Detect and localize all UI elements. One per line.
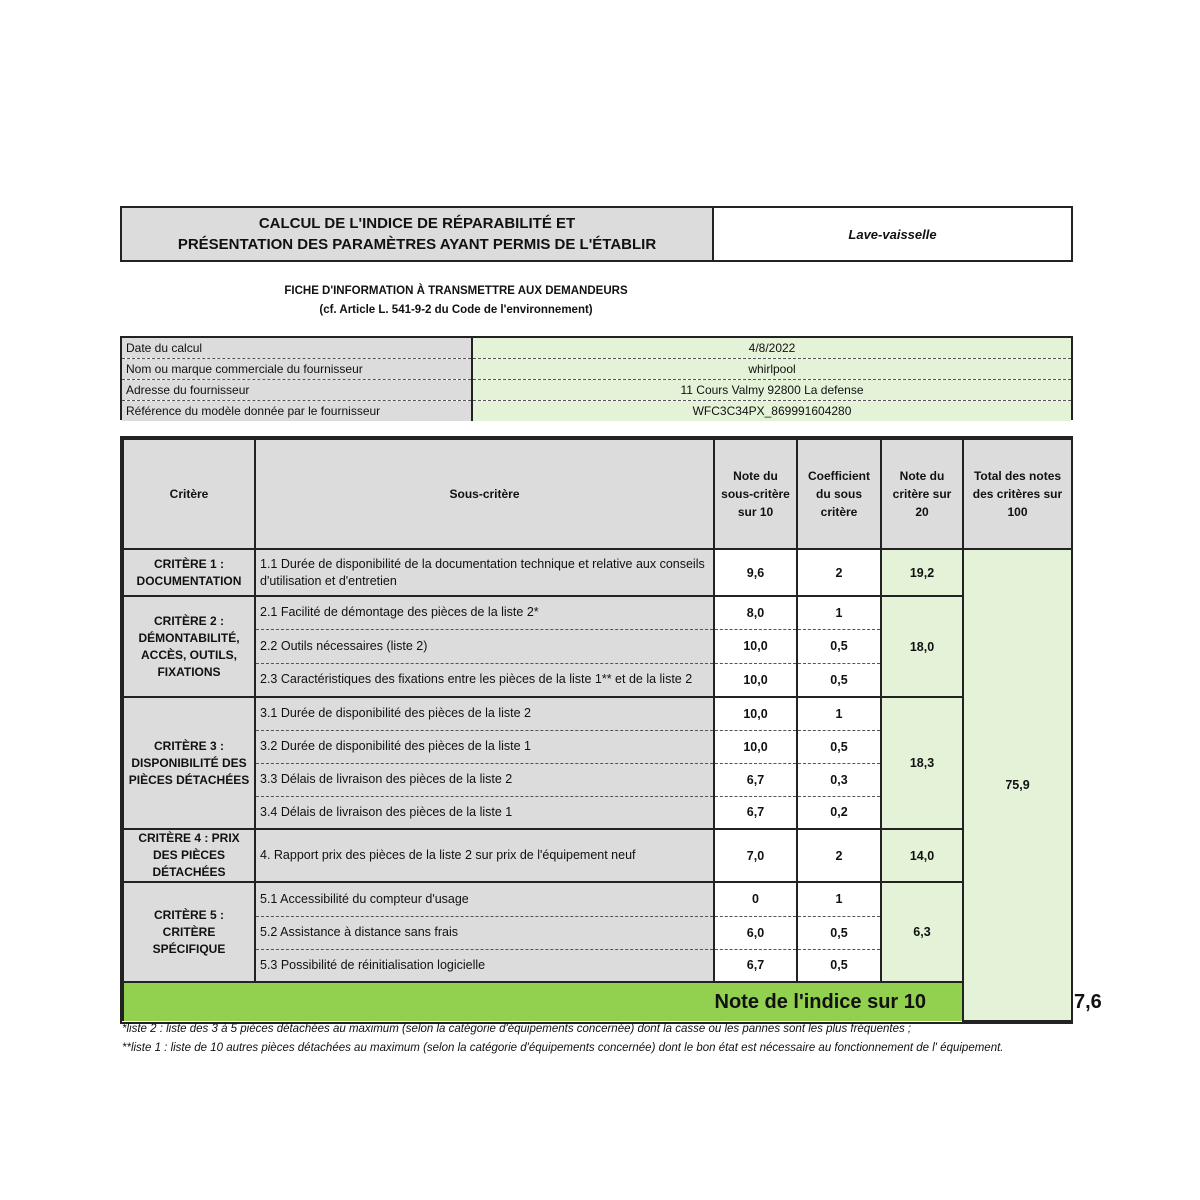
info-value: 11 Cours Valmy 92800 La defense — [472, 380, 1071, 401]
title-line-1: CALCUL DE L'INDICE DE RÉPARABILITÉ ET — [258, 215, 576, 232]
sub-criterion-label: 2.2 Outils nécessaires (liste 2) — [255, 629, 714, 663]
sub-criterion-coef: 0,5 — [797, 949, 881, 982]
sub-criterion-coef: 1 — [797, 596, 881, 629]
info-row-address — [122, 380, 1071, 401]
col-note-sous-critere: Note du sous-critère sur 10 — [714, 439, 797, 549]
fiche-line-2: (cf. Article L. 541-9-2 du Code de l'environnement) — [319, 304, 593, 316]
title-box — [120, 206, 1073, 262]
sub-criterion-label: 5.1 Accessibilité du compteur d'usage — [255, 882, 714, 916]
sub-criterion-coef: 2 — [797, 549, 881, 596]
criterion-name: CRITÈRE 4 : PRIX DES PIÈCES DÉTACHÉES — [123, 829, 255, 882]
fiche-heading — [120, 282, 792, 320]
info-label: Date du calcul — [122, 338, 472, 359]
info-value: whirlpool — [472, 359, 1071, 380]
sub-criterion-note: 6,7 — [714, 763, 797, 796]
info-row-brand — [122, 359, 1071, 380]
sub-criterion-coef: 0,5 — [797, 663, 881, 697]
col-note-critere: Note du critère sur 20 — [881, 439, 963, 549]
footnote-liste-2: *liste 2 : liste des 3 à 5 pièces détachées au maximum (selon la catégorie d'équipements concernée) dont la casse ou les pannes sont les plus fréquentes ; — [122, 1023, 912, 1035]
sub-criterion-note: 6,7 — [714, 949, 797, 982]
table-header-row — [123, 439, 1072, 549]
sub-criterion-label: 5.2 Assistance à distance sans frais — [255, 916, 714, 949]
sub-criterion-note: 8,0 — [714, 596, 797, 629]
info-row-reference — [122, 401, 1071, 422]
sub-criterion-label: 3.2 Durée de disponibilité des pièces de la liste 1 — [255, 730, 714, 763]
sub-criterion-label: 4. Rapport prix des pièces de la liste 2 sur prix de l'équipement neuf — [255, 829, 714, 882]
sub-criterion-note: 6,0 — [714, 916, 797, 949]
sub-criterion-label: 1.1 Durée de disponibilité de la documentation technique et relative aux conseils d'utilisation et d'entretien — [255, 549, 714, 596]
index-score-row: Note de l'indice sur 10 7,6 — [123, 982, 1072, 1021]
sub-criterion-label: 3.1 Durée de disponibilité des pièces de la liste 2 — [255, 697, 714, 730]
fiche-line-1: FICHE D'INFORMATION À TRANSMETTRE AUX DEMANDEURS — [284, 285, 628, 297]
sub-criterion-coef: 1 — [797, 882, 881, 916]
info-label: Référence du modèle donnée par le fournisseur — [122, 401, 472, 422]
repairability-table — [120, 436, 1102, 1024]
info-label: Adresse du fournisseur — [122, 380, 472, 401]
sub-criterion-note: 10,0 — [714, 663, 797, 697]
criterion-name: CRITÈRE 1 : DOCUMENTATION — [123, 549, 255, 596]
col-critere: Critère — [123, 439, 255, 549]
sub-criterion-note: 9,6 — [714, 549, 797, 596]
sub-criterion-label: 2.3 Caractéristiques des fixations entre les pièces de la liste 1** et de la liste 2 — [255, 663, 714, 697]
col-sous-critere: Sous-critère — [255, 439, 714, 549]
product-category: Lave-vaisselle — [848, 226, 937, 242]
footnote-liste-1: **liste 1 : liste de 10 autres pièces détachées au maximum (selon la catégorie d'équipements concernée) dont le bon état est nécessaire au fonctionnement de l' équipement. — [122, 1042, 1004, 1054]
criterion-name: CRITÈRE 5 : CRITÈRE SPÉCIFIQUE — [123, 882, 255, 982]
table-row — [123, 549, 1072, 596]
sub-criterion-note: 0 — [714, 882, 797, 916]
sub-criterion-coef: 0,3 — [797, 763, 881, 796]
col-total: Total des notes des critères sur 100 — [963, 439, 1072, 549]
sub-criterion-coef: 0,5 — [797, 629, 881, 663]
sub-criterion-coef: 1 — [797, 697, 881, 730]
sub-criterion-note: 7,0 — [714, 829, 797, 882]
table-row — [123, 882, 1072, 916]
info-value: 4/8/2022 — [472, 338, 1071, 359]
sub-criterion-coef: 2 — [797, 829, 881, 882]
sub-criterion-label: 5.3 Possibilité de réinitialisation logicielle — [255, 949, 714, 982]
table-row — [123, 697, 1072, 730]
sub-criterion-note: 10,0 — [714, 697, 797, 730]
sub-criterion-coef: 0,2 — [797, 796, 881, 829]
sub-criterion-coef: 0,5 — [797, 730, 881, 763]
criterion-name: CRITÈRE 2 : DÉMONTABILITÉ, ACCÈS, OUTILS, FIXATIONS — [123, 596, 255, 697]
criterion-name: CRITÈRE 3 : DISPONIBILITÉ DES PIÈCES DÉTACHÉES — [123, 697, 255, 829]
supplier-info-table — [120, 336, 1073, 420]
table-row — [123, 829, 1072, 882]
table-row — [123, 596, 1072, 629]
sub-criterion-note: 6,7 — [714, 796, 797, 829]
info-row-date — [122, 338, 1071, 359]
footnotes — [122, 1020, 1072, 1058]
col-coefficient: Coefficient du sous critère — [797, 439, 881, 549]
sub-criterion-label: 3.3 Délais de livraison des pièces de la liste 2 — [255, 763, 714, 796]
sub-criterion-coef: 0,5 — [797, 916, 881, 949]
criterion-score: 6,3 — [881, 882, 963, 982]
title-line-2: PRÉSENTATION DES PARAMÈTRES AYANT PERMIS DE L'ÉTABLIR — [177, 236, 657, 253]
info-label: Nom ou marque commerciale du fournisseur — [122, 359, 472, 380]
total-score: 75,9 — [963, 549, 1072, 1021]
criterion-score: 18,3 — [881, 697, 963, 829]
info-value: WFC3C34PX_869991604280 — [472, 401, 1071, 422]
criterion-score: 18,0 — [881, 596, 963, 697]
criterion-score: 14,0 — [881, 829, 963, 882]
index-score-label: Note de l'indice sur 10 — [123, 982, 963, 1021]
sub-criterion-note: 10,0 — [714, 730, 797, 763]
sub-criterion-note: 10,0 — [714, 629, 797, 663]
sub-criterion-label: 3.4 Délais de livraison des pièces de la liste 1 — [255, 796, 714, 829]
sub-criterion-label: 2.1 Facilité de démontage des pièces de la liste 2* — [255, 596, 714, 629]
page-title — [122, 208, 714, 260]
criterion-score: 19,2 — [881, 549, 963, 596]
